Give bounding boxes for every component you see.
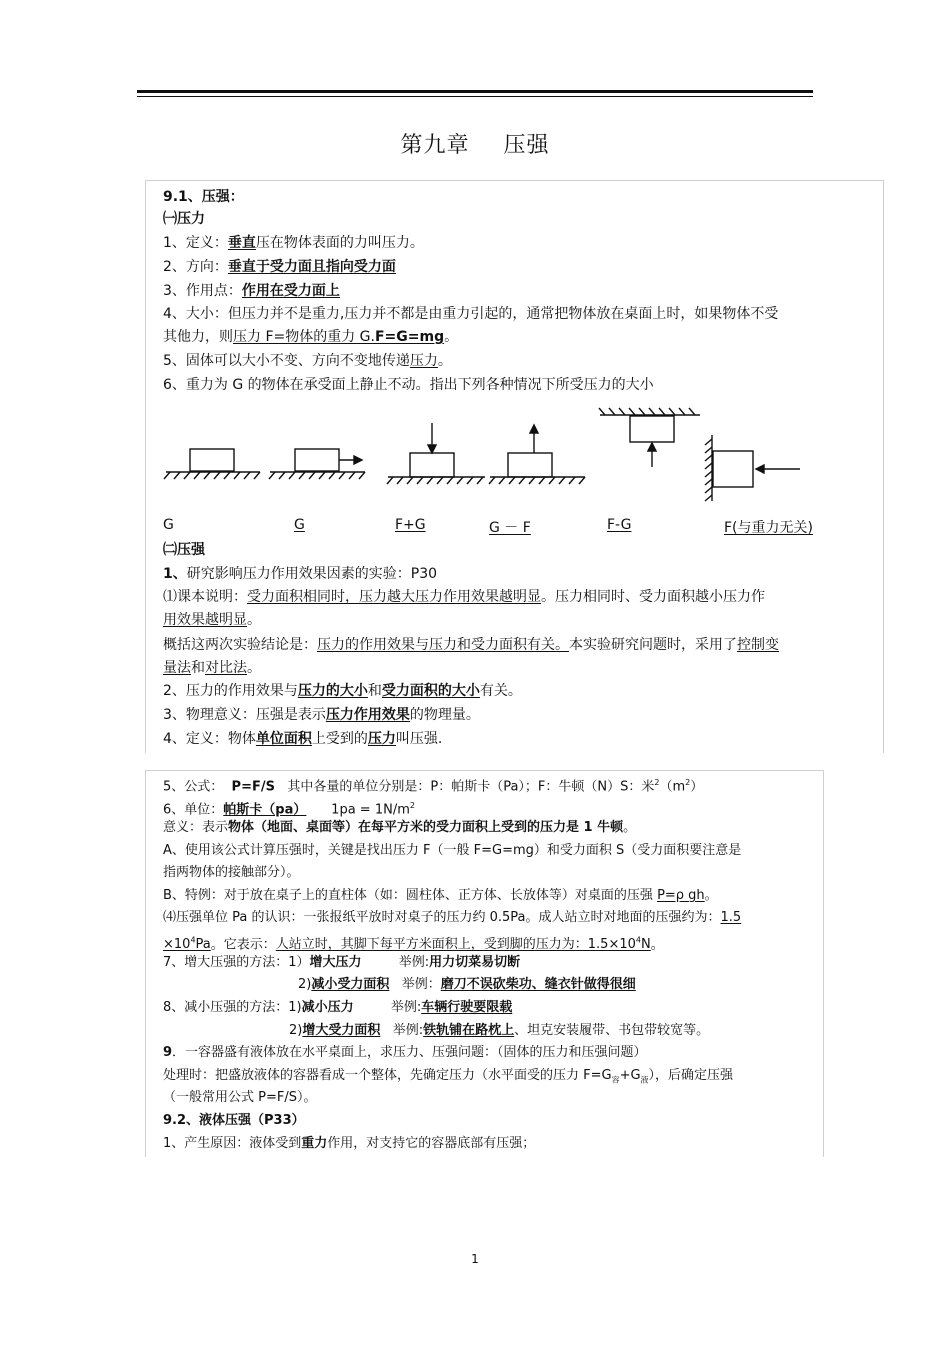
text-line: 处理时：把盛放液体的容器看成一个整体，先确定压力（水平面受的压力 $F=G_容+G_液$），后确定压强 bbox=[163, 1068, 734, 1085]
text-line: 7、增大压强的方法：1）增大压力 举例:用力切菜易切断 bbox=[163, 955, 521, 970]
answer-case-4: G － F bbox=[489, 520, 531, 536]
text-line: 2、压力的作用效果与压力的大小和受力面积的大小有关。 bbox=[163, 683, 522, 699]
case-1-block-on-ground bbox=[164, 449, 260, 479]
answer-case-5: F-G bbox=[607, 517, 632, 533]
text-line: 1、产生原因：液体受到重力作用，对支持它的容器底部有压强； bbox=[163, 1136, 536, 1151]
text-line: 其他力，则压力 F=物体的重力 G.F=G=mg。 bbox=[163, 329, 459, 345]
text-line: B、特例：对于放在桌子上的直柱体（如：圆柱体、正方体、长放体等）对桌面的压强 P=ρ gh。 bbox=[163, 888, 718, 903]
text-line: 意义：表示物体（地面、桌面等）在每平方米的受力面积上受到的压力是 1 牛顿。 bbox=[163, 820, 637, 835]
force-diagram bbox=[160, 405, 850, 510]
text-line: ⑷压强单位 Pa 的认识：一张报纸平放时对桌子的压力约 0.5Pa。成人站立时对地面的压强约为：1.5 bbox=[163, 910, 742, 925]
text-line: 3、物理意义：压强是表示压力作用效果的物理量。 bbox=[163, 707, 480, 723]
case-4-upward-force bbox=[489, 425, 585, 484]
case-3-downward-force bbox=[387, 423, 485, 484]
subheading-pressure: ㈡压强 bbox=[163, 542, 205, 558]
answer-case-2: G bbox=[294, 517, 305, 533]
text-line: 1、研究影响压力作用效果因素的实验：P30 bbox=[163, 566, 438, 582]
page-number: 1 bbox=[471, 1252, 479, 1266]
subheading-pressure-force: ㈠压力 bbox=[163, 211, 205, 227]
header-rule-thin bbox=[137, 96, 813, 97]
answer-case-1: G bbox=[163, 517, 174, 533]
text-line: 6、重力为 G 的物体在承受面上静止不动。指出下列各种情况下所受压力的大小 bbox=[163, 377, 654, 393]
text-line: 3、作用点：作用在受力面上 bbox=[163, 283, 340, 299]
case-5-pressed-to-ceiling bbox=[599, 408, 700, 467]
answer-case-6: F(与重力无关) bbox=[724, 520, 813, 536]
text-line: 1、定义：垂直压在物体表面的力叫压力。 bbox=[163, 235, 424, 251]
text-line: 5、公式： P=F/S 其中各量的单位分别是：P：帕斯卡（Pa）；F：牛顿（N）S：米$^2(m^2)$ bbox=[163, 778, 704, 795]
text-line: 量法和对比法。 bbox=[163, 660, 261, 676]
text-line: A、使用该公式计算压强时，关键是找出压力 F（一般 F=G=mg）和受力面积 S（受力面积要注意是 bbox=[163, 843, 742, 858]
page-title: 第九章 压强 bbox=[400, 133, 550, 158]
header-rule-thick bbox=[137, 90, 813, 93]
text-line: 6、单位：帕斯卡（pa） $1pa = 1N/m^2$ bbox=[163, 801, 415, 818]
section-heading: 9.1、压强： bbox=[163, 189, 244, 205]
text-line: 2)减小受力面积 举例：磨刀不误砍柴功、缝衣针做得很细 bbox=[298, 977, 636, 992]
case-2-horizontal-force bbox=[269, 449, 365, 479]
text-line: 5、固体可以大小不变、方向不变地传递压力。 bbox=[163, 353, 452, 369]
answer-case-3: F+G bbox=[395, 517, 426, 533]
text-line: 8、减小压强的方法：1)减小压力 举例:车辆行驶要限载 bbox=[163, 1000, 513, 1015]
text-line: ⑴课本说明：受力面积相同时，压力越大压力作用效果越明显。压力相同时、受力面积越小压力作 bbox=[163, 589, 765, 605]
text-line: $\times 10^4Pa$。它表示：人站立时，其脚下每平方米面积上，受到脚的压力为：$1.5\times 10^4N$。 bbox=[163, 936, 664, 953]
text-line: 用效果越明显。 bbox=[163, 612, 261, 628]
text-line: （一般常用公式 P=F/S）。 bbox=[163, 1090, 317, 1105]
case-6-pressed-to-wall bbox=[705, 435, 800, 501]
text-line: 4、定义：物体单位面积上受到的压力叫压强. bbox=[163, 731, 443, 747]
text-line: 概括这两次实验结论是：压力的作用效果与压力和受力面积有关。本实验研究问题时，采用了控制变 bbox=[163, 637, 779, 653]
section-heading: 9.2、液体压强（P33） bbox=[163, 1113, 305, 1128]
text-line: 2、方向：垂直于受力面且指向受力面 bbox=[163, 259, 396, 275]
text-line: 4、大小：但压力并不是重力,压力并不都是由重力引起的，通常把物体放在桌面上时，如果物体不受 bbox=[163, 306, 779, 322]
text-line: 2)增大受力面积 举例:铁轨铺在路枕上、坦克安装履带、书包带较宽等。 bbox=[289, 1023, 710, 1038]
text-line: 9．一容器盛有液体放在水平桌面上，求压力、压强问题：（固体的压力和压强问题） bbox=[163, 1045, 647, 1060]
text-line: 指两物体的接触部分）。 bbox=[163, 865, 300, 880]
